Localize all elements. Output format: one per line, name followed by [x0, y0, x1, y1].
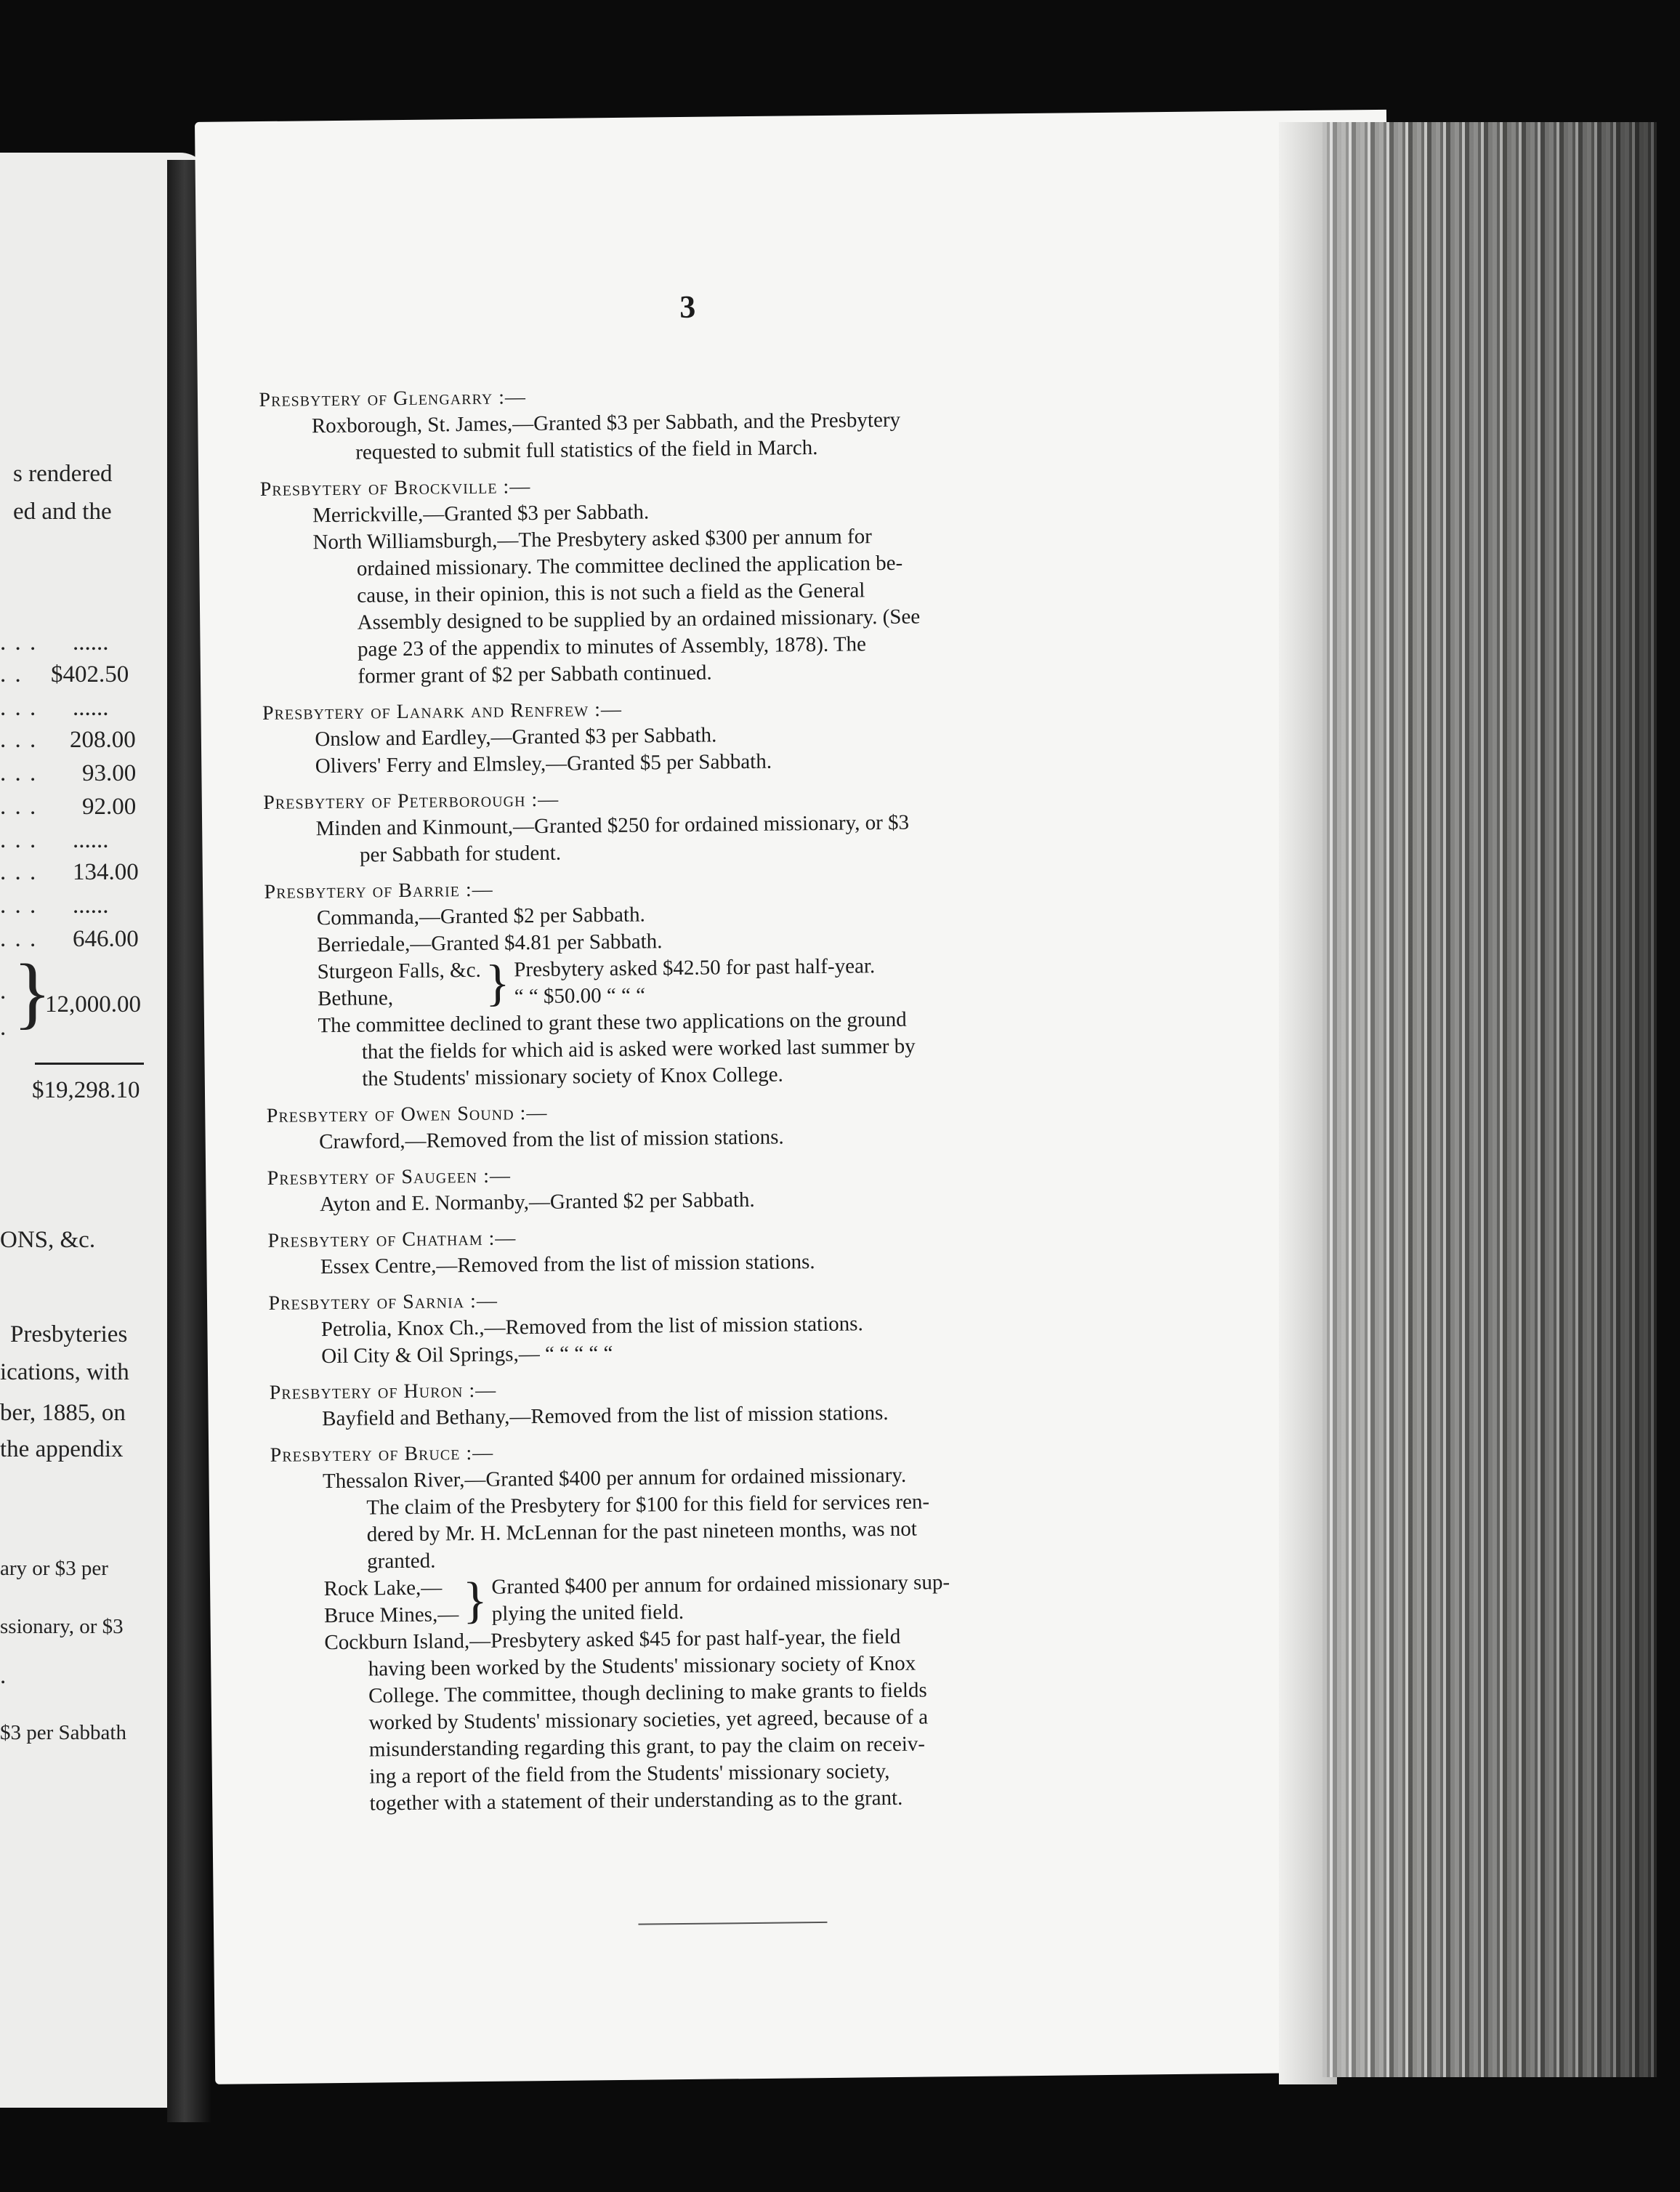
left-amount: 134.00: [73, 859, 139, 885]
sections-list: [259, 368, 1154, 1929]
entry-line: Roxborough, St. James,—Granted $3 per Sabbath, and the Presbytery: [311, 408, 901, 438]
presbytery-section: [270, 1433, 1152, 1818]
entry-continuation: cause, in their opinion, this is not such a field as the General: [357, 579, 865, 608]
left-amount: $402.50: [51, 661, 129, 688]
entry-line: North Williamsburgh,—The Presbytery asked $300 per annum for: [312, 525, 872, 555]
left-leader: . . .: [0, 629, 38, 656]
presbytery-section: [259, 377, 1139, 467]
left-amount: 93.00: [82, 760, 137, 786]
left-brace: }: [13, 948, 52, 1036]
presbytery-section: [267, 1218, 1147, 1281]
entry-line: Crawford,—Removed from the list of mission stations.: [318, 1125, 784, 1154]
left-leader: . . .: [0, 827, 38, 853]
entry-line: Berriedale,—Granted $4.81 per Sabbath.: [317, 930, 663, 957]
entry-line: Bayfield and Bethany,—Removed from the list of mission stations.: [321, 1401, 889, 1431]
entry-line: Oil City & Oil Springs,— “ “ “ “ “: [321, 1341, 613, 1369]
left-text: $3 per Sabbath: [0, 1721, 126, 1744]
left-leader: . . .: [0, 695, 38, 721]
left-amount: ......: [73, 629, 109, 656]
left-total: $19,298.10: [32, 1077, 140, 1103]
entry-line: Essex Centre,—Removed from the list of mission stations.: [320, 1250, 815, 1279]
presbytery-header: Presbytery of Bruce :—: [270, 1441, 494, 1467]
brace-text: Presbytery asked $42.50 for past half-year.: [514, 954, 876, 982]
entry-continuation: The claim of the Presbytery for $100 for this field for services ren-: [366, 1490, 930, 1520]
presbytery-section: [267, 1093, 1147, 1156]
left-leader: . . .: [0, 892, 38, 919]
brace-group: [318, 950, 1145, 1012]
presbytery-header: Presbytery of Barrie :—: [264, 878, 493, 903]
entry-continuation: former grant of $2 per Sabbath continued.: [358, 661, 712, 688]
left-amount: ......: [73, 827, 109, 853]
entry-line: Olivers' Ferry and Elmsley,—Granted $5 per Sabbath.: [315, 749, 772, 778]
left-amount: ......: [73, 695, 109, 721]
left-leader: . . .: [0, 760, 38, 786]
left-leader: . . .: [0, 794, 38, 820]
left-text: ssionary, or $3: [0, 1615, 124, 1638]
presbytery-header: Presbytery of Saugeen :—: [267, 1164, 512, 1190]
presbytery-header: Presbytery of Glengarry :—: [259, 386, 527, 411]
presbytery-section: [270, 1370, 1150, 1433]
left-leader: . . .: [0, 926, 38, 952]
left-leader: . .: [0, 661, 23, 688]
brace-name: Sturgeon Falls, &c.: [317, 958, 481, 984]
left-leader: .: [0, 1015, 8, 1041]
book-page-edges: [1322, 122, 1657, 2077]
brace-texts: [514, 953, 876, 1010]
brace-names: [318, 957, 482, 1012]
entry-continuation: together with a statement of their understanding as to the grant.: [369, 1786, 903, 1816]
entry-line: Minden and Kinmount,—Granted $250 for ordained missionary, or $3: [315, 810, 910, 841]
entry-continuation: ing a report of the field from the Students' missionary society,: [369, 1760, 890, 1789]
brace-name: Rock Lake,—: [323, 1576, 443, 1601]
left-text: ications, with: [0, 1359, 129, 1385]
entry-line: Cockburn Island,—Presbytery asked $45 for past half-year, the field: [324, 1624, 901, 1655]
presbytery-header: Presbytery of Huron :—: [269, 1379, 497, 1404]
entry-continuation: having been worked by the Students' missionary society of Knox: [368, 1651, 916, 1681]
entry-continuation: granted.: [367, 1549, 436, 1574]
left-amount: ......: [73, 892, 109, 919]
left-text: ONS, &c.: [0, 1227, 96, 1253]
entry-line: Ayton and E. Normanby,—Granted $2 per Sabbath.: [319, 1188, 755, 1217]
brace-symbol: }: [462, 1572, 488, 1629]
presbytery-section: [267, 1156, 1147, 1219]
left-leader: . . .: [0, 727, 38, 753]
brace-name: Bruce Mines,—: [323, 1603, 459, 1628]
entry-continuation: College. The committee, though declining to make grants to fields: [368, 1678, 927, 1708]
presbytery-header: Presbytery of Brockville :—: [259, 475, 531, 501]
presbytery-section: [264, 869, 1145, 1094]
left-text: ber, 1885, on: [0, 1400, 126, 1426]
page-number: 3: [679, 289, 696, 325]
brace-symbol: }: [485, 955, 510, 1012]
left-text: s rendered: [13, 461, 113, 487]
presbytery-header: Presbytery of Lanark and Renfrew :—: [262, 698, 623, 725]
presbytery-section: [268, 1281, 1148, 1371]
entry-continuation: Assembly designed to be supplied by an ordained missionary. (See: [357, 605, 921, 634]
brace-text: Granted $400 per annum for ordained missionary sup-: [491, 1571, 950, 1599]
entry-continuation: per Sabbath for student.: [359, 841, 562, 867]
entry-continuation: worked by Students' missionary societies, yet agreed, because of a: [368, 1705, 929, 1735]
brace-text: “ “ $50.00 “ “ “: [514, 983, 646, 1009]
entry-continuation: ordained missionary. The committee declined the application be-: [356, 551, 903, 581]
entry-line: Onslow and Eardley,—Granted $3 per Sabbath.: [315, 723, 717, 752]
presbytery-header: Presbytery of Sarnia :—: [268, 1289, 498, 1315]
brace-names: [323, 1574, 459, 1629]
left-text: ary or $3 per: [0, 1557, 108, 1580]
presbytery-section: [260, 467, 1142, 691]
brace-name: Bethune,: [317, 986, 394, 1011]
brace-group: [323, 1567, 1151, 1629]
left-text: Presbyteries: [10, 1321, 128, 1347]
presbytery-header: Presbytery of Chatham :—: [267, 1227, 517, 1252]
left-text: the appendix: [0, 1436, 124, 1462]
entry-line: Petrolia, Knox Ch.,—Removed from the list of mission stations.: [320, 1312, 863, 1342]
left-text: .: [0, 1663, 7, 1689]
presbytery-section: [262, 690, 1142, 781]
presbytery-header: Presbytery of Peterborough :—: [263, 788, 560, 814]
entry-line: Commanda,—Granted $2 per Sabbath.: [316, 903, 645, 930]
left-amount: 12,000.00: [45, 991, 141, 1018]
left-total-rule: [35, 1063, 144, 1065]
entry-continuation: dered by Mr. H. McLennan for the past nineteen months, was not: [366, 1517, 917, 1547]
entry-continuation: that the fields for which aid is asked were worked last summer by: [361, 1034, 916, 1064]
left-text: ed and the: [13, 499, 112, 525]
left-amount: 208.00: [70, 727, 136, 753]
brace-texts: [491, 1569, 950, 1628]
presbytery-section: [263, 780, 1143, 870]
entry-continuation: page 23 of the appendix to minutes of Assembly, 1878). The: [357, 632, 867, 661]
left-leader: .: [0, 978, 8, 1004]
entry-continuation: misunderstanding regarding this grant, to pay the claim on receiv-: [368, 1732, 926, 1762]
presbytery-header: Presbytery of Owen Sound :—: [266, 1101, 548, 1127]
entry-line: Thessalon River,—Granted $400 per annum for ordained missionary.: [322, 1463, 907, 1494]
entry-continuation: requested to submit full statistics of the field in March.: [355, 435, 818, 464]
entry-continuation: the Students' missionary society of Knox College.: [362, 1063, 783, 1091]
brace-text: plying the united field.: [491, 1600, 684, 1626]
left-leader: . . .: [0, 859, 38, 885]
entry-line: Merrickville,—Granted $3 per Sabbath.: [312, 500, 650, 528]
left-amount: 92.00: [82, 794, 137, 820]
left-amount: 646.00: [73, 926, 139, 952]
entry-line: The committee declined to grant these two applications on the ground: [318, 1007, 907, 1038]
